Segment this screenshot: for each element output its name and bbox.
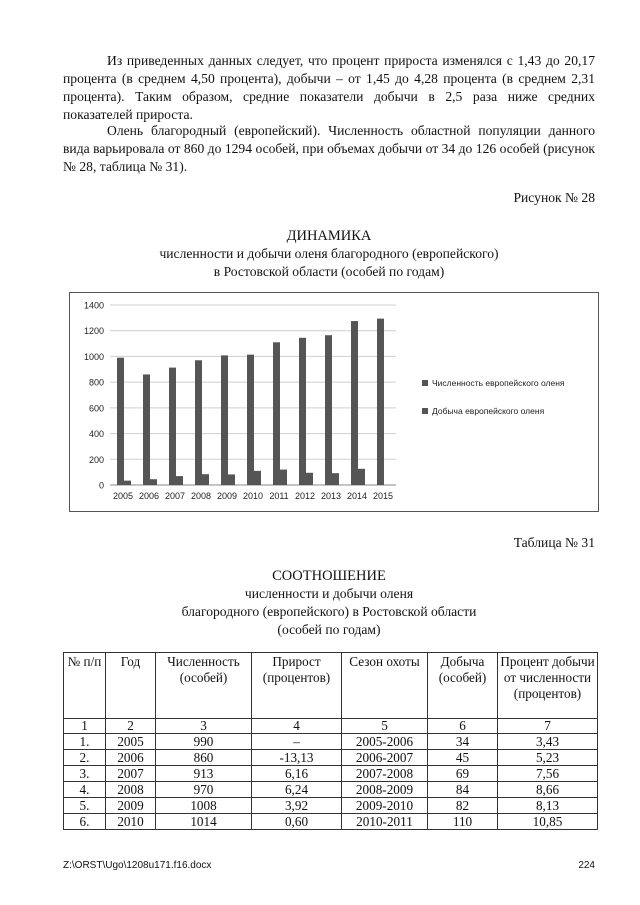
bar-harvest (306, 473, 313, 485)
table-cell: 0,60 (252, 814, 342, 830)
header-cell: Добыча (особей) (428, 653, 498, 719)
figure-label: Рисунок № 28 (513, 190, 595, 205)
index-cell: 2 (106, 719, 156, 734)
y-tick-label: 600 (88, 403, 104, 414)
table-cell: 6,16 (252, 766, 342, 782)
y-tick-label: 0 (98, 480, 104, 491)
table-cell: 2. (64, 750, 106, 766)
table-cell: 8,13 (498, 798, 598, 814)
x-tick-label: 2014 (346, 491, 368, 501)
bar-harvest (358, 469, 365, 485)
header-cell: № п/п (64, 653, 106, 719)
chart-title (63, 227, 595, 281)
table-header-row (64, 653, 598, 719)
table-cell: 69 (428, 766, 498, 782)
chart-svg (70, 293, 598, 511)
table-cell: 2007-2008 (342, 766, 428, 782)
index-cell: 6 (428, 719, 498, 734)
chart-title-line2: численности и добычи оленя благородного (европейского) (159, 246, 499, 261)
table-title-line3: благородного (европейского) в Ростовской области (181, 604, 477, 619)
table-cell: 110 (428, 814, 498, 830)
bar-chart (69, 292, 599, 512)
table-cell: 3. (64, 766, 106, 782)
chart-title-line3: в Ростовской области (особей по годам) (213, 264, 445, 279)
data-table (63, 652, 598, 830)
table-cell: 84 (428, 782, 498, 798)
table-row (64, 798, 598, 814)
table-cell: – (252, 734, 342, 750)
paragraph-1: Из приведенных данных следует, что процент прироста изменялся с 1,43 до 20,17 процента (в среднем 4,50 процента), добычи – от 1,45 до 4,28 процента (в среднем 2,31 процента). Таким образом, средние показатели добычи в 2,5 раза ниже средних показателей прироста. (63, 53, 595, 122)
table-cell: 860 (156, 750, 252, 766)
table-row (64, 782, 598, 798)
chart-title-caps: ДИНАМИКА (286, 228, 372, 244)
header-cell: Год (106, 653, 156, 719)
x-tick-label: 2005 (112, 491, 134, 501)
table-cell: 7,56 (498, 766, 598, 782)
table-cell: 990 (156, 734, 252, 750)
bar-harvest (176, 476, 183, 485)
bar-harvest (332, 473, 339, 485)
table-title-line4: (особей по годам) (277, 622, 381, 637)
y-tick-label: 1200 (83, 326, 104, 337)
table-cell: 3,43 (498, 734, 598, 750)
table-cell: 2008-2009 (342, 782, 428, 798)
table-cell: 970 (156, 782, 252, 798)
bar-population (169, 368, 176, 485)
x-tick-label: 2011 (269, 491, 289, 501)
table-cell: 2005-2006 (342, 734, 428, 750)
bar-population (143, 374, 150, 485)
index-cell: 4 (252, 719, 342, 734)
y-tick-label: 1000 (83, 351, 104, 362)
table-row (64, 766, 598, 782)
legend-swatch (422, 380, 428, 386)
bar-population (247, 355, 254, 485)
table-label: Таблица № 31 (513, 535, 595, 550)
table-cell: 45 (428, 750, 498, 766)
x-tick-label: 2015 (372, 491, 394, 501)
header-cell: Прирост (процентов) (252, 653, 342, 719)
table-cell: 10,85 (498, 814, 598, 830)
y-tick-label: 200 (88, 454, 104, 465)
table-cell: 2006 (106, 750, 156, 766)
table-title-caps: СООТНОШЕНИЕ (272, 568, 386, 584)
bar-harvest (150, 479, 157, 485)
index-cell: 3 (156, 719, 252, 734)
bar-population (351, 321, 358, 485)
table-cell: 913 (156, 766, 252, 782)
table-cell: -13,13 (252, 750, 342, 766)
bar-population (195, 360, 202, 485)
bar-population (273, 342, 280, 485)
table-row (64, 814, 598, 830)
table-title (63, 567, 595, 639)
bar-harvest (254, 471, 261, 485)
table-cell: 6,24 (252, 782, 342, 798)
x-tick-label: 2006 (138, 491, 160, 501)
x-tick-label: 2009 (216, 491, 238, 501)
table-row (64, 734, 598, 750)
bar-population (117, 358, 124, 485)
footer-file-path: Z:\ORST\Ugo\1208u171.f16.docx (63, 860, 212, 871)
table-cell: 34 (428, 734, 498, 750)
legend-swatch (422, 408, 428, 414)
header-cell: Численность (особей) (156, 653, 252, 719)
index-cell: 7 (498, 719, 598, 734)
bar-harvest (280, 470, 287, 485)
column-index-row (64, 719, 598, 734)
legend-label: Численность европейского оленя (432, 378, 565, 388)
footer-page-number: 224 (578, 860, 595, 871)
table-cell: 2009 (106, 798, 156, 814)
table-cell: 82 (428, 798, 498, 814)
paragraph-2: Олень благородный (европейский). Численность областной популяции данного вида варьировала от 860 до 1294 особей, при объемах добычи от 34 до 126 особей (рисунок № 28, таблица № 31). (63, 123, 595, 174)
y-tick-label: 1400 (83, 300, 104, 311)
bar-population (377, 319, 384, 485)
table-cell: 1008 (156, 798, 252, 814)
header-cell: Сезон охоты (342, 653, 428, 719)
bar-population (221, 355, 228, 485)
bar-harvest (228, 474, 235, 485)
table-row (64, 750, 598, 766)
table-cell: 2005 (106, 734, 156, 750)
y-tick-label: 400 (88, 429, 104, 440)
table-cell: 8,66 (498, 782, 598, 798)
table-cell: 2010 (106, 814, 156, 830)
table-cell: 2010-2011 (342, 814, 428, 830)
x-tick-label: 2008 (190, 491, 212, 501)
bar-harvest (202, 474, 209, 485)
table-cell: 1. (64, 734, 106, 750)
table-cell: 1014 (156, 814, 252, 830)
table-cell: 4. (64, 782, 106, 798)
table-cell: 5,23 (498, 750, 598, 766)
x-tick-label: 2012 (294, 491, 316, 501)
x-tick-label: 2010 (242, 491, 264, 501)
table-cell: 2009-2010 (342, 798, 428, 814)
table-cell: 2008 (106, 782, 156, 798)
y-tick-label: 800 (88, 377, 104, 388)
table-cell: 2007 (106, 766, 156, 782)
x-tick-label: 2007 (164, 491, 186, 501)
index-cell: 1 (64, 719, 106, 734)
index-cell: 5 (342, 719, 428, 734)
table-cell: 6. (64, 814, 106, 830)
bar-harvest (124, 481, 131, 485)
table-cell: 2006-2007 (342, 750, 428, 766)
x-tick-label: 2013 (320, 491, 342, 501)
legend-label: Добыча европейского оленя (432, 406, 545, 416)
table-title-line2: численности и добычи оленя (244, 586, 414, 601)
table-cell: 3,92 (252, 798, 342, 814)
table-cell: 5. (64, 798, 106, 814)
bar-population (299, 338, 306, 485)
bar-population (325, 335, 332, 485)
header-cell: Процент добычи от численности (процентов) (498, 653, 598, 719)
